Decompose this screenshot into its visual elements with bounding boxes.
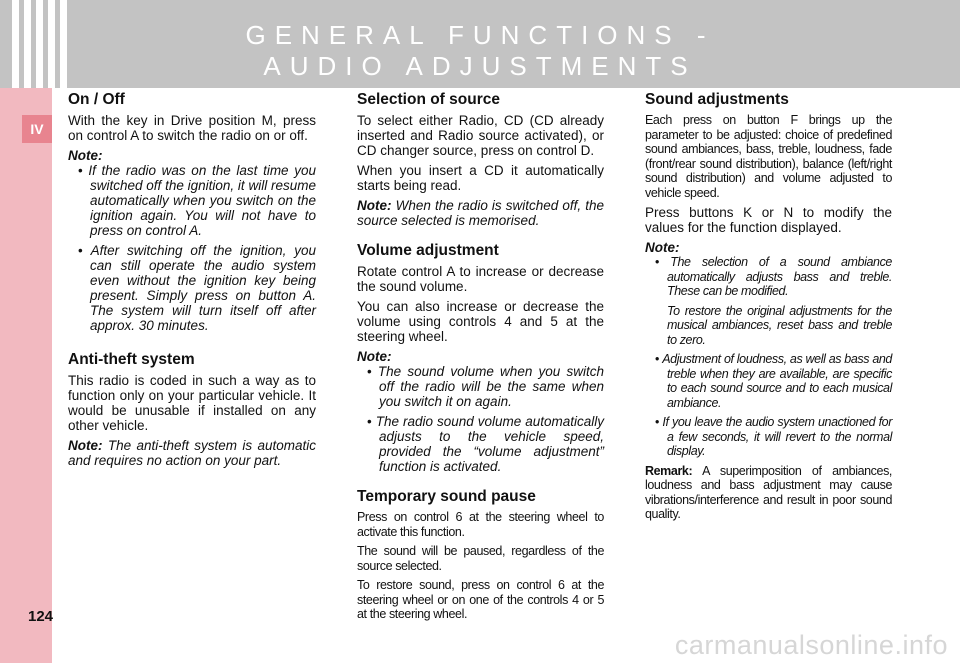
- remark-label: Remark:: [645, 463, 693, 478]
- volume-note-bullet: • The sound volume when you switch off the radio will be the same when you switch it on again.: [367, 364, 604, 409]
- sound-text-2: Press buttons K or N to modify the values for the function displayed.: [645, 205, 892, 235]
- remark: [645, 464, 892, 522]
- sound-note-label: Note:: [645, 240, 680, 255]
- sound-note-list-2: [655, 352, 892, 459]
- remark-text: A superimposition of ambiances, loudness and bass adjustment may cause vibrations/interference and result in poor sound quality.: [645, 463, 892, 521]
- note-label: Note:: [68, 148, 103, 163]
- page-number: 124: [28, 608, 54, 625]
- source-note-text: When the radio is switched off, the source selected is memorised.: [357, 198, 604, 228]
- source-note: [357, 198, 604, 228]
- source-text-2: When you insert a CD it automatically starts being read.: [357, 163, 604, 193]
- page-header: [0, 0, 960, 88]
- volume-note-label: Note:: [357, 349, 392, 364]
- page-title-line1: GENERAL FUNCTIONS -: [245, 20, 715, 50]
- sound-note-bullet: • The selection of a sound ambiance automatically adjusts bass and treble. These can be modified.: [655, 255, 892, 299]
- watermark: carmanualsonline.info: [674, 630, 948, 660]
- page-title-line2: AUDIO ADJUSTMENTS: [263, 51, 697, 81]
- column-3: [645, 88, 892, 527]
- volume-text-1: Rotate control A to increase or decrease the sound volume.: [357, 264, 604, 294]
- antitheft-note-label: Note:: [68, 438, 103, 453]
- source-heading: Selection of source: [357, 91, 500, 108]
- source-text-1: To select either Radio, CD (CD already inserted and Radio source activated), or CD changer source, press on control D.: [357, 113, 604, 158]
- on-off-text: With the key in Drive position M, press on control A to switch the radio on or off.: [68, 113, 316, 143]
- column-1: [68, 88, 316, 473]
- column-2: [357, 88, 604, 627]
- note-bullet: • If the radio was on the last time you switched off the ignition, it will resume automatically when you switch on the ignition again. You will not have to press on control A.: [78, 163, 316, 238]
- pause-text-3: To restore sound, press on control 6 at the steering wheel or on one of the controls 4 or 5 at the steering wheel.: [357, 578, 604, 621]
- pause-heading: Temporary sound pause: [357, 488, 536, 505]
- sound-note-bullet: • Adjustment of loudness, as well as bass and treble when they are available, are specific to each sound source and to each musical ambiance.: [655, 352, 892, 410]
- source-note-label: Note:: [357, 198, 392, 213]
- sound-heading: Sound adjustments: [645, 91, 789, 108]
- chapter-tab: IV: [22, 115, 52, 143]
- sound-note-bullet: • If you leave the audio system unactioned for a few seconds, it will revert to the normal display.: [655, 415, 892, 459]
- antitheft-heading: Anti-theft system: [68, 351, 195, 368]
- note-list: [78, 163, 316, 333]
- sound-note-list: [655, 255, 892, 299]
- antitheft-text: This radio is coded in such a way as to function only on your particular vehicle. It would be unusable if installed on any other vehicle.: [68, 373, 316, 433]
- header-stripes: [12, 0, 67, 88]
- sound-text-1: Each press on button F brings up the parameter to be adjusted: choice of predefined sound ambiances, bass, treble, loudness, fade (front/rear sound distribution), balance (left/right sound distribution) and volume adjusted to vehicle speed.: [645, 113, 892, 200]
- antitheft-note-text: The anti-theft system is automatic and requires no action on your part.: [68, 438, 316, 468]
- volume-note-bullet: • The radio sound volume automatically adjusts to the vehicle speed, provided the “volume adjustment” function is activated.: [367, 414, 604, 474]
- note-bullet: • After switching off the ignition, you can still operate the audio system even without the ignition key being present. Simply press on button A. The system will turn itself off after approx. 30 minutes.: [78, 243, 316, 333]
- pause-text-2: The sound will be paused, regardless of the source selected.: [357, 544, 604, 573]
- volume-heading: Volume adjustment: [357, 242, 499, 259]
- on-off-heading: On / Off: [68, 91, 125, 108]
- volume-note-list: [367, 364, 604, 474]
- volume-text-2: You can also increase or decrease the volume using controls 4 and 5 at the steering wheel.: [357, 299, 604, 344]
- sound-note-subtext: To restore the original adjustments for the musical ambiances, reset bass and treble to zero.: [667, 303, 892, 347]
- chapter-side-strip: [0, 88, 52, 663]
- antitheft-note: [68, 438, 316, 468]
- pause-text-1: Press on control 6 at the steering wheel to activate this function.: [357, 510, 604, 539]
